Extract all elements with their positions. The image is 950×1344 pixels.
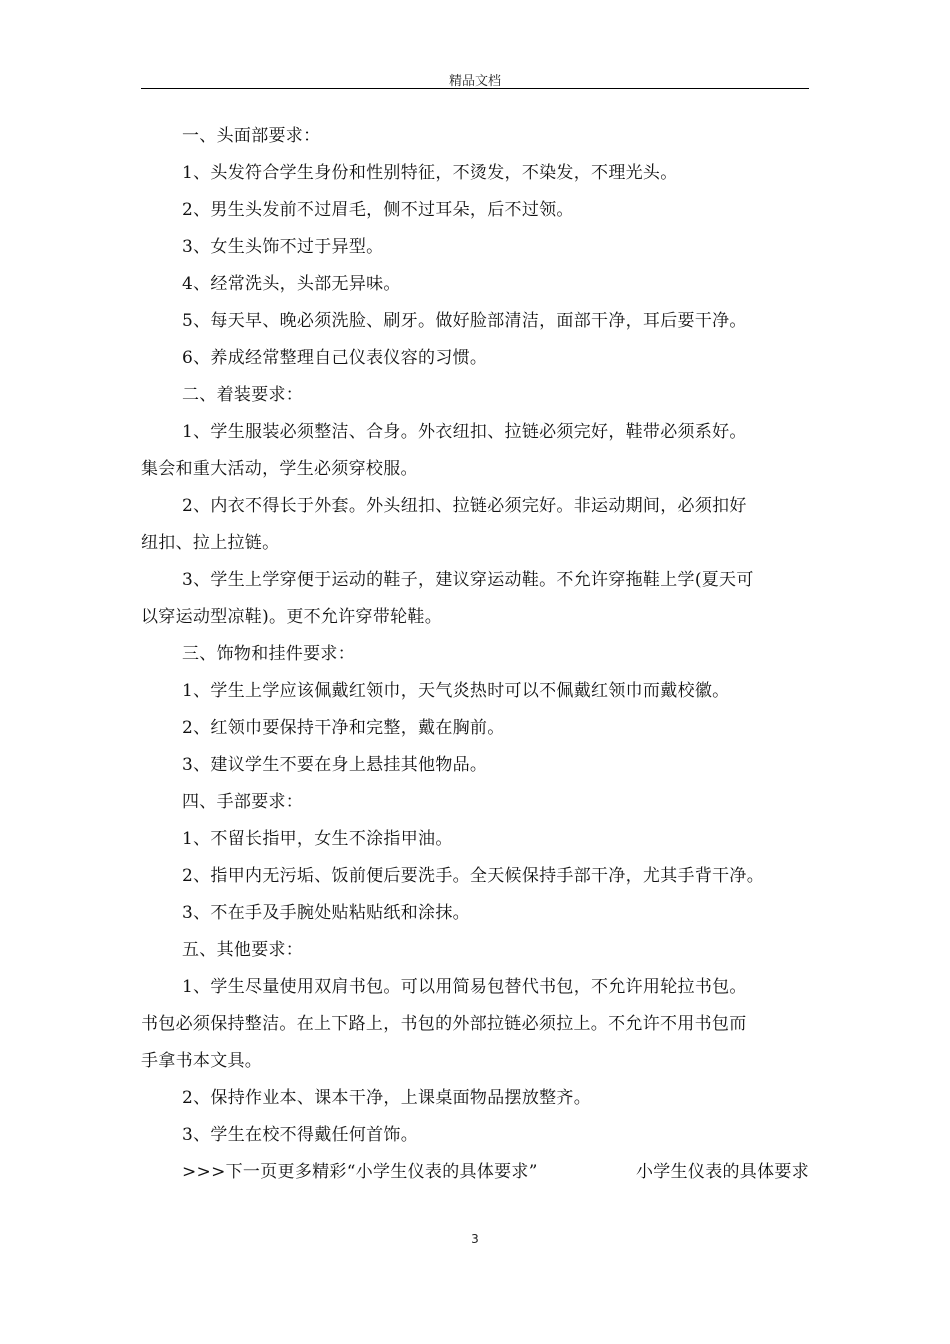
list-item: 4、经常洗头，头部无异味。 xyxy=(182,274,401,294)
list-item: 1、学生上学应该佩戴红领巾，天气炎热时可以不佩戴红领巾而戴校徽。 xyxy=(182,681,730,701)
next-page-line xyxy=(141,1154,809,1191)
list-item: 2、内衣不得长于外套。外头纽扣、拉链必须完好。非运动期间，必须扣好 xyxy=(182,496,747,516)
list-item: 2、指甲内无污垢、饭前便后要洗手。全天候保持手部干净，尤其手背干净。 xyxy=(182,866,765,886)
section-heading-accessories: 三、饰物和挂件要求： xyxy=(182,644,355,664)
list-item: 2、男生头发前不过眉毛，侧不过耳朵，后不过领。 xyxy=(182,200,574,220)
list-item: 3、建议学生不要在身上悬挂其他物品。 xyxy=(182,755,488,775)
list-item-continued: 纽扣、拉上拉链。 xyxy=(141,533,280,553)
list-item: 1、不留长指甲，女生不涂指甲油。 xyxy=(182,829,453,849)
document-body xyxy=(141,118,809,1191)
section-heading-other: 五、其他要求： xyxy=(182,940,304,960)
list-item: 3、学生上学穿便于运动的鞋子，建议穿运动鞋。不允许穿拖鞋上学(夏天可 xyxy=(182,570,754,590)
section-heading-dress: 二、着装要求： xyxy=(182,385,304,405)
list-item-continued: 手拿书本文具。 xyxy=(141,1051,263,1071)
list-item: 2、保持作业本、课本干净，上课桌面物品摆放整齐。 xyxy=(182,1088,592,1108)
list-item: 1、头发符合学生身份和性别特征，不烫发，不染发，不理光头。 xyxy=(182,163,678,183)
list-item: 1、学生尽量使用双肩书包。可以用简易包替代书包，不允许用轮拉书包。 xyxy=(182,977,747,997)
page-number: 3 xyxy=(471,1232,479,1246)
section-heading-head: 一、头面部要求： xyxy=(182,126,321,146)
list-item: 5、每天早、晚必须洗脸、刷牙。做好脸部清洁，面部干净，耳后要干净。 xyxy=(182,311,747,331)
next-page-link[interactable]: >>>下一页更多精彩“小学生仪表的具体要求” xyxy=(182,1162,538,1182)
list-item: 3、不在手及手腕处贴粘贴纸和涂抹。 xyxy=(182,903,470,923)
header-divider xyxy=(141,88,809,89)
list-item: 3、学生在校不得戴任何首饰。 xyxy=(182,1125,419,1145)
list-item: 6、养成经常整理自己仪表仪容的习惯。 xyxy=(182,348,488,368)
list-item: 2、红领巾要保持干净和完整，戴在胸前。 xyxy=(182,718,505,738)
list-item-continued: 以穿运动型凉鞋)。更不允许穿带轮鞋。 xyxy=(141,607,443,627)
list-item-continued: 集会和重大活动，学生必须穿校服。 xyxy=(141,459,418,479)
page-header: 精品文档 xyxy=(448,74,501,89)
list-item-continued: 书包必须保持整洁。在上下路上，书包的外部拉链必须拉上。不允许不用书包而 xyxy=(141,1014,747,1034)
section-heading-hands: 四、手部要求： xyxy=(182,792,304,812)
list-item: 1、学生服装必须整洁、合身。外衣纽扣、拉链必须完好，鞋带必须系好。 xyxy=(182,422,747,442)
list-item: 3、女生头饰不过于异型。 xyxy=(182,237,384,257)
next-page-title: 小学生仪表的具体要求 xyxy=(636,1162,809,1182)
